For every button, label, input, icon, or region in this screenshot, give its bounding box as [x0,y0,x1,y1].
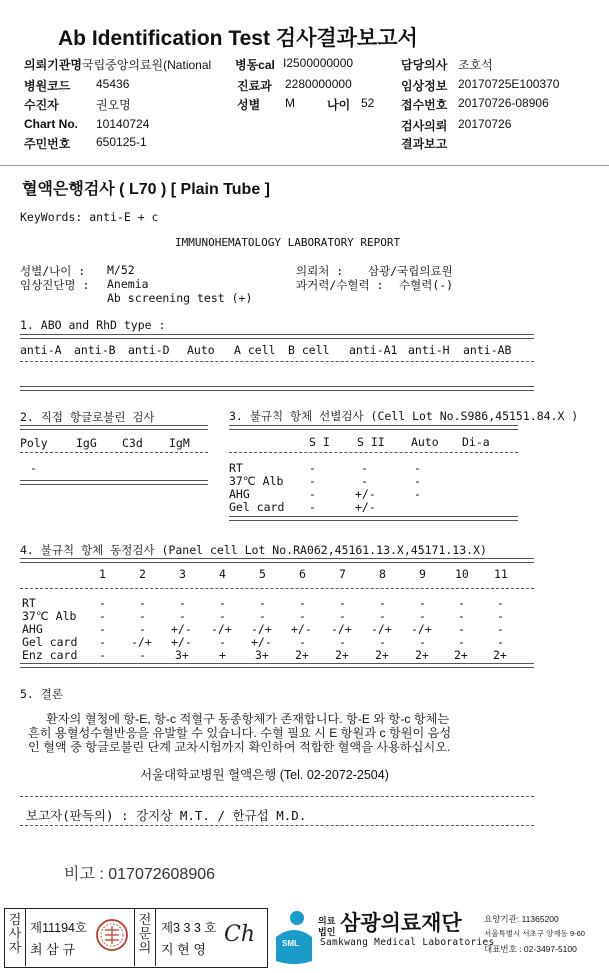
field-label: 진료과 [237,79,272,93]
keywords: KeyWords: anti-E + c [20,210,159,224]
field-label: 결과보고 [401,137,448,151]
panel-cell: - [139,596,146,610]
org-prefix-1: 의료 [318,916,336,926]
panel-cell: - [219,596,226,610]
section-title: 혈액은행검사 ( L70 ) [ Plain Tube ] [22,181,271,198]
panel-cell: - [497,622,504,636]
panel-cell: - [339,635,346,649]
doctor-divider [134,908,135,966]
field-value: 2280000000 [285,77,352,91]
dat-header-igm: IgM [169,436,190,450]
panel-cell: - [219,609,226,623]
screen-cell: - [361,461,368,475]
conclusion-line-2: 흔히 용혈성수혈반응을 유발할 수 있습니다. 수혈 필요 시 E 항원과 c 항원이 음성 [28,726,452,740]
screen-header-di-a: Di-a [462,435,490,449]
field-label: 성별 [237,98,261,112]
panel-header-cell: 1 [99,567,106,581]
abo-header-anti-a: anti-A [20,343,62,357]
panel-cell: -/+ [251,622,272,636]
panel-cell: - [99,622,106,636]
screen-header-auto: Auto [411,435,439,449]
panel-cell: - [497,596,504,610]
panel-cell: - [99,635,106,649]
panel-cell: -/+ [411,622,432,636]
diagnosis-value: Anemia [107,277,149,291]
examiner-seal-icon [95,918,129,952]
dashed-rule [20,825,534,826]
panel-row-phase: AHG [22,622,43,636]
field-label: 나이 [327,98,351,112]
panel-cell: - [139,622,146,636]
panel-cell: - [419,609,426,623]
screen-row-phase: Gel card [229,500,285,514]
dat-title: 2. 직접 항글로불린 검사 [20,410,155,424]
field-label: 검사의뢰 [401,119,448,133]
field-label: 주민번호 [24,137,71,151]
conclusion-title: 5. 결론 [20,687,63,701]
panel-cell: -/+ [211,622,232,636]
panel-cell: +/- [291,622,312,636]
panel-cell: +/- [171,622,192,636]
dat-header-poly: Poly [20,436,48,450]
abo-header-anti-b: anti-B [74,343,116,357]
org-tel: 대표번호 : 02-3497-5100 [484,944,577,954]
field-value: 20170726-08906 [458,96,549,110]
conclusion-line-1: 환자의 혈청에 항-E, 항-c 적혈구 동종항체가 존재합니다. 항-E 와 항-c 항체는 [46,712,450,726]
panel-cell: 3+ [175,648,189,662]
panel-cell: - [458,596,465,610]
double-rule [20,425,208,430]
requester-value: 삼광/국립의료원 [368,264,453,278]
panel-cell: 2+ [295,648,309,662]
panel-cell: -/+ [131,635,152,649]
doctor-number: 제3 3 3 호 [161,921,217,935]
field-value: 권오명 [96,98,131,112]
doctor-name: 지 현 영 [161,942,206,957]
reporter: 보고자(판독의) : 강지상 M.T. / 한규섭 M.D. [26,808,307,823]
panel-cell: - [299,596,306,610]
double-rule [20,480,208,485]
conclusion-line-3: 인 혈액 중 항글로불린 단계 교차시험까지 확인하여 적합한 혈액을 사용하십시오. [28,740,451,754]
examiner-number: 제11194호 [30,921,88,935]
field-value: 20170725E100370 [458,77,560,91]
doctor-divider [155,908,156,966]
panel-cell: - [179,596,186,610]
dat-header-c3d: C3d [122,436,143,450]
panel-header-cell: 9 [419,567,426,581]
screen-cell: - [361,474,368,488]
dashed-rule [20,588,534,589]
panel-cell: 2+ [335,648,349,662]
sml-logo-icon [272,909,316,965]
panel-cell: - [379,609,386,623]
panel-cell: - [179,609,186,623]
panel-cell: - [379,635,386,649]
screen-cell: +/- [355,487,376,501]
panel-cell: - [299,609,306,623]
field-label: 접수번호 [401,98,448,112]
panel-cell: -/+ [371,622,392,636]
double-rule [229,516,518,521]
panel-cell: - [219,635,226,649]
screen-header-s1: S I [309,435,330,449]
diagnosis-label: 임상진단명 : [20,278,90,292]
panel-cell: - [458,609,465,623]
panel-cell: 3+ [255,648,269,662]
double-rule [20,386,534,391]
abo-header-anti-ab: anti-AB [463,343,512,357]
panel-row-phase: RT [22,596,36,610]
examiner-divider [25,908,26,966]
panel-cell: - [497,609,504,623]
diagnosis-value-2: Ab screening test (+) [107,291,253,305]
field-value: 10140724 [96,117,150,131]
field-value: M [285,96,295,110]
panel-cell: - [99,596,106,610]
panel-header-cell: 10 [455,567,469,581]
panel-header-cell: 4 [219,567,226,581]
field-value: 650125-1 [96,135,147,149]
sml-logo-text: SML [282,939,299,948]
field-label: 의뢰기관명 [24,58,82,72]
remark: 비고 : 017072608906 [64,866,216,883]
double-rule [20,558,534,563]
screen-cell: - [309,500,316,514]
field-value: 45436 [96,77,130,91]
screen-row-phase: 37℃ Alb [229,474,284,488]
screen-cell: - [309,461,316,475]
report-title: Ab Identification Test 검사결과보고서 [58,27,418,50]
screen-cell: - [414,474,421,488]
field-value: 조호석 [458,58,493,72]
panel-cell: 2+ [493,648,507,662]
panel-cell: - [139,609,146,623]
abo-header-a-cell: A cell [234,343,276,357]
header-divider [0,165,609,166]
double-rule [20,663,534,668]
panel-header-cell: 6 [299,567,306,581]
lab-title: IMMUNOHEMATOLOGY LABORATORY REPORT [175,236,401,249]
panel-cell: - [497,635,504,649]
abo-header-anti-a1: anti-A1 [349,343,398,357]
panel-cell: - [99,609,106,623]
abo-header-anti-h: anti-H [408,343,450,357]
dashed-rule [20,452,208,453]
panel-cell: - [259,596,266,610]
abo-header-anti-d: anti-D [128,343,170,357]
field-value: 국립중앙의료원(National [82,58,212,72]
panel-row-phase: 37℃ Alb [22,609,77,623]
field-value: 20170726 [458,117,512,131]
field-label: 병원코드 [24,79,71,93]
panel-cell: - [99,648,106,662]
panel-cell: - [339,596,346,610]
panel-cell: - [259,609,266,623]
doctor-label: 전문의 [138,913,152,956]
org-code: 요양기관: 11365200 [484,914,559,924]
panel-cell: 2+ [454,648,468,662]
panel-header-cell: 3 [179,567,186,581]
examiner-label: 검사자 [8,913,22,956]
field-label: 임상정보 [401,79,448,93]
panel-row-phase: Gel card [22,635,78,649]
screen-cell: - [309,487,316,501]
org-english: Samkwang Medical Laboratories [320,937,495,948]
screen-cell: - [414,461,421,475]
sex-age-label: 성별/나이 : [20,264,86,278]
panel-cell: - [139,648,146,662]
screen-title: 3. 불규칙 항체 선별검사 (Cell Lot No.S986,45151.84.X ) [229,409,579,423]
panel-cell: + [219,648,226,662]
field-value: I2500000000 [283,56,354,70]
panel-cell: 2+ [415,648,429,662]
sex-age-value: M/52 [107,263,135,277]
org-name: 삼광의료재단 [340,912,462,935]
field-label: 담당의사 [401,58,448,72]
screen-cell: - [309,474,316,488]
dashed-rule [20,361,534,362]
abo-title: 1. ABO and RhD type : [20,318,166,332]
panel-cell: - [419,635,426,649]
field-label: 병동cal [235,58,275,72]
panel-cell: -/+ [331,622,352,636]
panel-header-cell: 8 [379,567,386,581]
panel-header-cell: 5 [259,567,266,581]
dat-value: - [30,461,37,475]
examiner-name: 최 삼 규 [30,942,75,957]
field-label: 수진자 [24,98,59,112]
screen-row-phase: AHG [229,487,250,501]
dat-header-igg: IgG [76,436,97,450]
panel-cell: - [379,596,386,610]
double-rule [20,334,534,339]
org-prefix-2: 법인 [318,927,336,937]
field-label: Chart No. [24,117,78,131]
panel-cell: - [458,622,465,636]
field-value: 52 [361,96,375,110]
history-value: 수혈력(-) [399,278,454,292]
panel-header-cell: 2 [139,567,146,581]
screen-cell: +/- [355,500,376,514]
panel-cell: 2+ [375,648,389,662]
panel-cell: +/- [251,635,272,649]
panel-cell: - [299,635,306,649]
history-label: 과거력/수혈력 : [296,278,384,292]
doctor-signature: Ch [224,922,256,947]
panel-header-cell: 7 [339,567,346,581]
panel-cell: - [419,596,426,610]
panel-title: 4. 불규칙 항체 동정검사 (Panel cell Lot No.RA062,45161.13.X,45171.13.X) [20,543,487,557]
panel-row-phase: Enz card [22,648,78,662]
panel-cell: - [339,609,346,623]
hospital-line: 서울대학교병원 혈액은행 (Tel. 02-2072-2504) [140,768,389,782]
org-address: 서울특별시 서초구 양재동 9-60 [484,929,585,938]
panel-header-cell: 11 [494,567,508,581]
screen-row-phase: RT [229,461,243,475]
screen-header-s2: S II [357,435,385,449]
dashed-rule [229,452,518,453]
requester-label: 의뢰처 : [296,264,344,278]
panel-cell: +/- [171,635,192,649]
dashed-rule [20,796,534,797]
double-rule [229,425,518,430]
abo-header-b-cell: B cell [288,343,330,357]
screen-cell: - [414,487,421,501]
abo-header-auto: Auto [187,343,215,357]
panel-cell: - [458,635,465,649]
